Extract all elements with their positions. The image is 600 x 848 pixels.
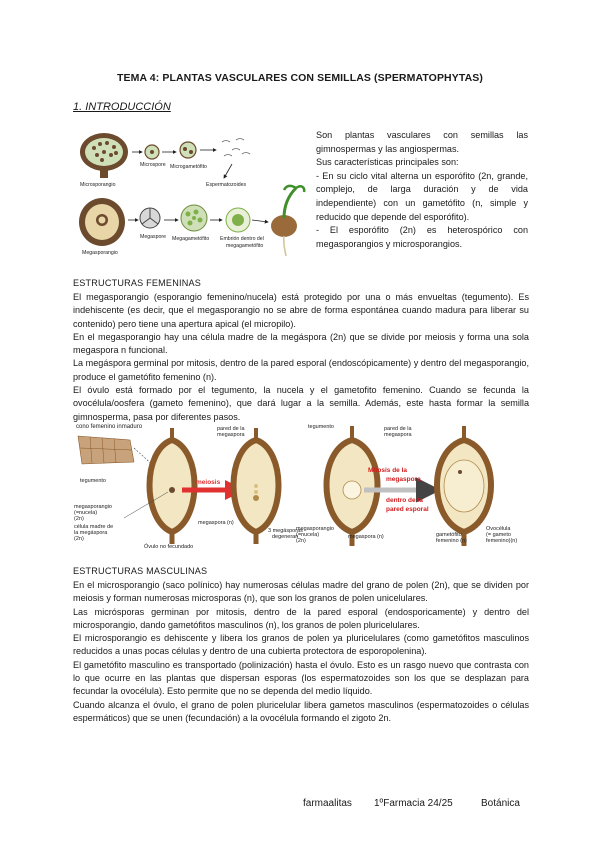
- megasporangium-right-label-3: (2n): [296, 538, 306, 544]
- intro-p1: Son plantas vasculares con semillas las gimnospermas y las angiospermas.: [316, 130, 528, 154]
- female-gametophyte-label-2: femenino (n): [436, 538, 467, 544]
- wall-right-label-1: pared de la: [384, 426, 412, 432]
- unfertilized-label: Óvulo no fecundado: [144, 544, 194, 550]
- megaspore-label: Megaspore: [140, 234, 166, 240]
- footer-author: farmaalitas: [303, 798, 352, 809]
- intro-p2: Sus características principales son:: [316, 157, 459, 168]
- seedling-illustration: [271, 186, 304, 256]
- microspore-label: Microspore: [140, 162, 166, 168]
- mitosis-label-3: dentro de la: [386, 497, 423, 504]
- female-text: [73, 291, 529, 424]
- ovocell-label-2: (= gameto: [486, 532, 511, 538]
- unfertilized-ovule-left: [150, 428, 195, 544]
- mother-cell-label-2: la megáspora: [74, 530, 108, 536]
- megasporangium-label: Megasporangio: [82, 250, 118, 256]
- megasporangium-right-label-2: (=nucela): [296, 532, 320, 538]
- wall-right-label-2: megaspora: [384, 432, 412, 438]
- embryo-illustration: [226, 208, 250, 232]
- ovule-development-figure: [72, 420, 527, 556]
- female-p3: La megáspora germinal por mitosis, dentro de la pared esporal (endoscópicamente) y dentro del megasporangio, produce el gametófito femenino (n).: [73, 358, 529, 382]
- megasporangium-left-label-1: megasporangio: [74, 504, 112, 510]
- footer-subject: Botánica: [481, 798, 520, 809]
- megaspore-left-label: megaspora (n): [198, 520, 234, 526]
- meiosis-label: meiosis: [196, 479, 221, 486]
- megasporangium-right-label-1: megasporangio: [296, 526, 334, 532]
- ovule-right-1: [327, 426, 378, 546]
- megasporangium-left-label-2: (=nucela): [74, 510, 98, 516]
- life-cycle-figure: [72, 128, 306, 258]
- footer-course: 1ºFarmacia 24/25: [374, 798, 453, 809]
- microsporangium-illustration: [80, 133, 128, 178]
- wall-left-label-1: pared de la: [217, 426, 245, 432]
- megasporangium-illustration: [79, 198, 125, 246]
- ovocell-label-3: femenino)(n): [486, 538, 518, 544]
- female-gametophyte-label-1: gametófito: [436, 532, 462, 538]
- female-p2: En el megasporangio hay una célula madre de la megáspora (2n) que se divide por meiosis y forma una sola megaspora n funcional.: [73, 331, 529, 356]
- female-p1: El megasporangio (esporangio femenino/nucela) está protegido por una o más envueltas (tegumento). Es indehiscente (es decir, que el megasporangio no se abre de forma espontánea cuando madura para liberar su contenido) pero tiene una apertura apical (el micropilo).: [73, 292, 529, 329]
- intro-text: [316, 129, 528, 251]
- mother-cell-label-1: célula madre de: [74, 524, 114, 530]
- spermatozoa-label: Espermatozoides: [206, 182, 247, 188]
- male-text: [73, 579, 529, 725]
- three-megaspores-label-2: degeneran: [272, 534, 299, 540]
- three-megaspores-label-1: 3 megásporas: [268, 528, 303, 534]
- mitosis-label-4: pared esporal: [386, 506, 429, 513]
- ovule-middle: [234, 428, 279, 544]
- spermatozoa-illustration: [222, 139, 250, 157]
- embryo-label-1: Embrión dentro del: [220, 236, 264, 242]
- megaspore-illustration: [140, 208, 160, 228]
- embryo-label-2: megagametófito: [226, 243, 264, 249]
- mitosis-label-1: Mitosis de la: [368, 467, 408, 474]
- microsporangium-label: Microsporangio: [80, 182, 116, 188]
- immature-cone-illustration: [78, 436, 134, 464]
- ovule-right-2: [437, 426, 491, 546]
- microgametophyte-illustration: [180, 142, 196, 158]
- document-title: TEMA 4: PLANTAS VASCULARES CON SEMILLAS (SPERMATOPHYTAS): [117, 72, 483, 84]
- male-heading: ESTRUCTURAS MASCULINAS: [73, 566, 208, 576]
- megagametophyte-illustration: [181, 205, 207, 231]
- intro-p4: - El esporófito (2n) es heterospórico con megasporangios y microsporangios.: [316, 225, 528, 249]
- mother-cell-label-3: (2n): [74, 536, 84, 542]
- ovocell-label-1: Ovocélula: [486, 526, 511, 532]
- megaspore-right-label: megaspora (n): [348, 534, 384, 540]
- male-p1: En el microsporangio (saco polínico) hay numerosas células madre del grano de polen (2n), que se dividen por meiosis y forman numerosas microsporas (n), que son los granos de polen unicelulares.: [73, 580, 529, 604]
- section-heading: 1. INTRODUCCIÓN: [73, 101, 171, 113]
- microgametophyte-label: Microgametófito: [170, 164, 207, 170]
- male-p3: El microsporangio es dehiscente y libera los granos de polen ya pluricelulares (como gametófitos masculinos reducidos a unas pocas células y dentro de una cubierta protectora de esporopolenina).: [73, 633, 529, 657]
- male-p5: Cuando alcanza el óvulo, el grano de polen pluricelular libera gametos masculinos (espermatozoides o células espermáticos) que se unen (fecundación) a la ovocélula formando el zigoto 2n.: [73, 699, 529, 723]
- female-p4: El óvulo está formado por el tegumento, la nucela y el gametofito femenino. Cuando se fecunda la ovocélula/oosfera (gameto femenino), que dará lugar a la semilla. Además, este hasta formar la semilla gimnosperma, pasa por diferentes pasos.: [73, 385, 529, 422]
- tegument-right-label: tegumento: [308, 424, 334, 430]
- male-p4: El gametófito masculino es transportado (polinización) hasta el óvulo. Esto es un rasgo nuevo que contrasta con lo que ocurre en las plantas que dispersan esporas (los espermatozoides son los que se desplazan para fecundar la ovocélula). Esto permite que no se dependa del medio líquido.: [73, 659, 529, 697]
- male-p2: Las micrósporas germinan por mitosis, dentro de la pared esporal (endosporicamente) y dentro del microsporangio, dando gametófitos masculinos (n), los granos de polen pluricelulares.: [73, 606, 529, 630]
- wall-left-label-2: megaspora: [217, 432, 245, 438]
- megasporangium-left-label-3: (2n): [74, 516, 84, 522]
- cone-label: cono femenino inmaduro: [76, 424, 143, 430]
- tegument-left-label: tegumento: [80, 478, 106, 484]
- intro-p3: - En su ciclo vital alterna un esporófito (2n, grande, complejo, de larga duración y de vida independiente) con un gametófito (n, simple y reducido que depende del esporófito).: [316, 170, 528, 222]
- mitosis-label-2: megaspora: [386, 476, 421, 483]
- female-heading: ESTRUCTURAS FEMENINAS: [73, 278, 201, 288]
- megagametophyte-label: Megagametófito: [172, 236, 210, 242]
